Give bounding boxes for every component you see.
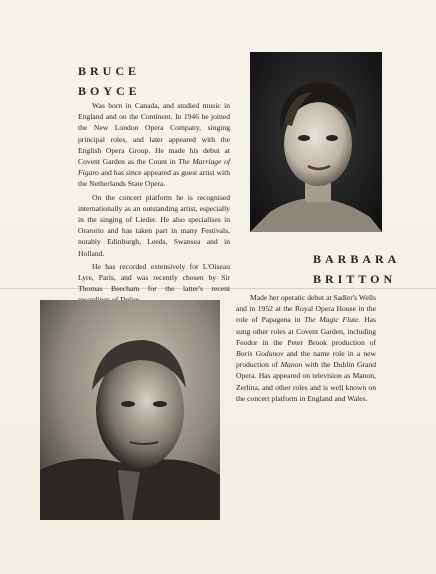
bruce-name-first: BRUCE	[78, 64, 141, 78]
barbara-name-last: BRITTON	[313, 272, 397, 286]
bruce-boyce-photo	[40, 300, 220, 520]
barbara-britton-photo	[250, 52, 382, 232]
bruce-bio-p2: On the concert platform he is recognised internationally as an outstanding artist, especially in the singing of Lieder. He also specialises in Oratorio and has taken part in many Festivals, notably Edinburgh, Leeds, Swansea and in Holland.	[78, 192, 230, 258]
bruce-name-last: BOYCE	[78, 84, 141, 98]
barbara-name-first: BARBARA	[313, 252, 401, 266]
bruce-bio	[78, 100, 230, 306]
bruce-bio-p1: Was born in Canada, and studied music in England and on the Continent. In 1946 he joined the New London Opera Company, singing principal roles, and later appeared with the English Opera Group. He made his debut at Covent Garden as the Count in The Marriage of Figaro and has since appeared as guest artist with the Netherlands State Opera.	[78, 101, 231, 189]
barbara-bio	[236, 292, 376, 404]
bruce-bio-p3: He has recorded extensively for L'Oiseau Lyre, Paris, and was recently chosen by Sir Thomas Beecham for the latter's recent	[78, 261, 230, 294]
barbara-bio-p1: Made her operatic debut at Sadler's Wells and in 1952 at the Royal Opera House in the role of Papagena in The Magic Flute. Has sung other roles at Covent Garden, including Feodor in the Peter Brook production of Boris Godunov and the name role in a new production of Manon with the Dublin Grand Opera. Has appeared on television as Manon, Zerlina, and other roles and is well known on the concert platform in England and Wales.	[236, 293, 376, 403]
portrait-woman-image	[250, 52, 382, 232]
portrait-man-image	[40, 300, 220, 520]
